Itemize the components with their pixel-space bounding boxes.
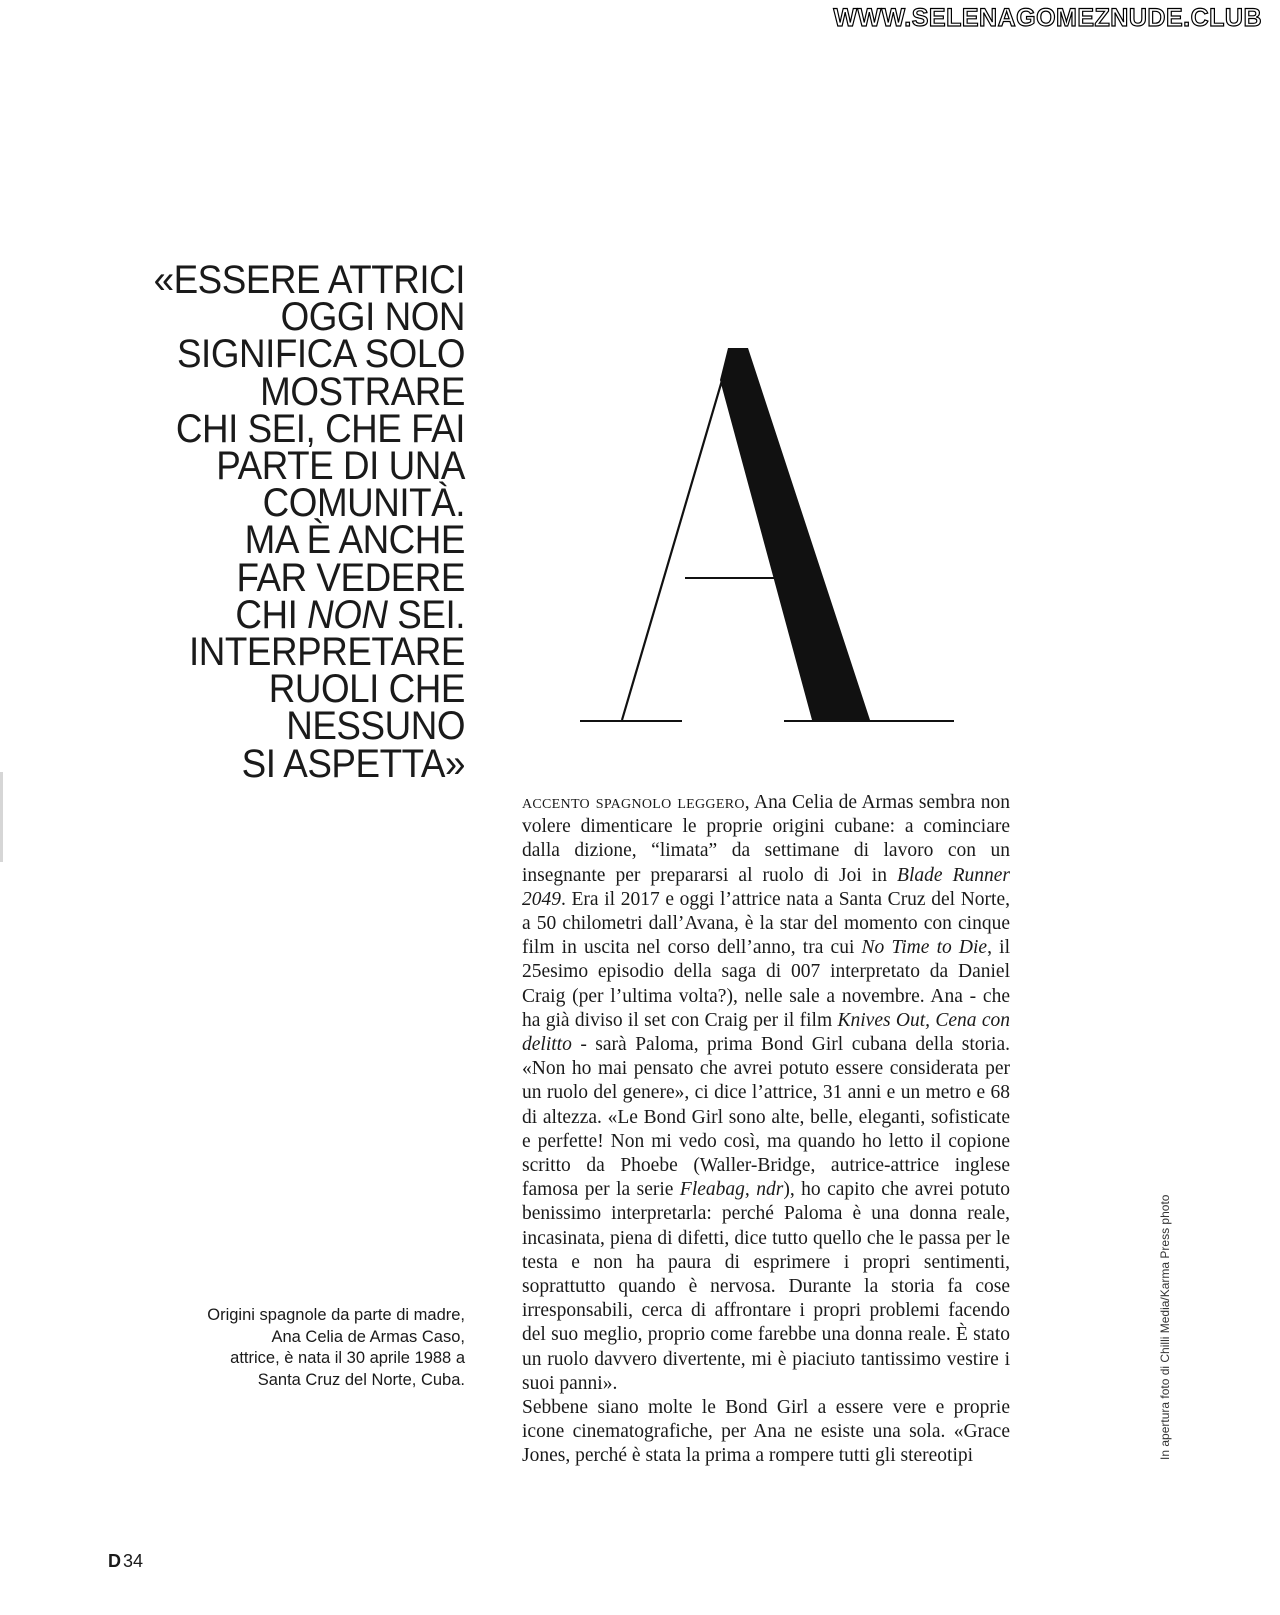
pull-quote-line: MOSTRARE <box>260 369 465 414</box>
article-body <box>522 791 1010 1469</box>
pull-quote-line: MA È ANCHE <box>244 518 465 563</box>
pull-quote-line: INTERPRETARE <box>189 630 465 675</box>
drop-cap-thin-stroke <box>622 360 728 720</box>
pull-quote-line: «ESSERE ATTRICI <box>153 258 465 302</box>
pull-quote-line: CHI SEI, CHE FAI <box>175 406 465 451</box>
caption-line: Santa Cruz del Norte, Cuba. <box>257 1370 465 1389</box>
pull-quote-emphasis: NON <box>307 592 388 637</box>
paragraph-text: . Era il 2017 e oggi l’attrice nata a Santa Cruz del Norte, a 50 chilometri dall’Avana, è la star del momento con cinque film in uscita nel corso dell’anno, tra cui <box>522 888 1010 959</box>
paragraph-text: , il 25esimo episodio della saga di 007 interpretato da Daniel Craig (per l’ultima volta?), nelle sale a novembre. Ana - che ha già diviso il set con Craig per il film <box>522 937 1010 1031</box>
film-title: No Time to Die <box>861 937 988 959</box>
lead-in-smallcaps: accento spagnolo leggero <box>522 792 745 813</box>
caption-line: Origini spagnole da parte di madre, <box>207 1306 465 1324</box>
page-edge-mark <box>0 772 3 862</box>
pull-quote-line: NESSUNO <box>286 704 465 749</box>
paragraph-text: , Ana Celia de Armas sembra non volere dimenticare le proprie origini cubane: a cominciare dalla dizione, “limata” da settimane di lavoro con un insegnante per prepararsi al ruolo di Joi in <box>522 792 1010 886</box>
pull-quote-fragment: SEI. <box>387 592 465 637</box>
drop-cap-thick-stroke <box>720 348 870 720</box>
film-title: Knives Out, Cena con delitto <box>522 1009 1011 1056</box>
pull-quote-line: SI ASPETTA» <box>241 741 465 786</box>
pull-quote-line: COMUNITÀ. <box>262 481 465 526</box>
article-paragraph: Sebbene siano molte le Bond Girl a essere vere e proprie icone cinematografiche, per Ana ne esiste una sola. «Grace Jones, perché è stata la prima a rompere tutti gli stereotipi <box>522 1397 1010 1467</box>
page-number: 34 <box>123 1551 144 1571</box>
photo-credit: In apertura foto di Chilli Media/Karma Press photo <box>1158 1194 1172 1460</box>
film-title: Blade Runner 2049 <box>522 864 1010 910</box>
pull-quote-line: SIGNIFICA SOLO <box>176 332 465 377</box>
paragraph-text: - sarà Paloma, prima Bond Girl cubana della storia. «Non ho mai pensato che avrei potuto essere considerata per un ruolo del genere», ci dice l’attrice, 31 anni e un metro e 68 di altezza. «Le Bond Girl sono alte, belle, eleganti, sofisticate e perfette! Non mi vedo così, ma quando ho letto il copione scritto da Phoebe (Waller-Bridge, autrice-attrice inglese famosa per la serie <box>522 1034 1010 1201</box>
pull-quote-line: RUOLI CHE <box>268 667 465 712</box>
series-title: Fleabag, ndr <box>679 1179 784 1201</box>
caption-line: attrice, è nata il 30 aprile 1988 a <box>230 1349 465 1367</box>
article-paragraph <box>522 791 1010 1396</box>
magazine-logo: D <box>108 1551 121 1571</box>
pull-quote-line: PARTE DI UNA <box>216 444 465 489</box>
drop-cap-a <box>574 348 964 728</box>
watermark: WWW.SELENAGOMEZNUDE.CLUB <box>833 4 1262 32</box>
pull-quote-line <box>79 592 465 637</box>
pull-quote-line: FAR VEDERE <box>236 555 465 600</box>
page-folio <box>108 1551 143 1572</box>
pull-quote <box>79 258 465 786</box>
caption-line: Ana Celia de Armas Caso, <box>271 1327 465 1346</box>
paragraph-text: ), ho capito che avrei potuto benissimo interpretarla: perché Paloma è una donna reale, incasinata, piena di difetti, dice tutto quello che le passa per le testa e non ha paura di esprimere i propri sentimenti, soprattutto quando è nervosa. Durante la storia fa cose irresponsabili, cerca di affrontare i propri problemi facendo del suo meglio, proprio come farebbe una donna reale. È stato un ruolo davvero divertente, mi è piaciuto tantissimo vestire i suoi panni». <box>522 1179 1010 1394</box>
drop-cap-letter: A <box>954 368 955 369</box>
pull-quote-fragment: CHI <box>235 592 308 637</box>
photo-caption <box>145 1305 465 1391</box>
pull-quote-line: OGGI NON <box>280 295 465 340</box>
